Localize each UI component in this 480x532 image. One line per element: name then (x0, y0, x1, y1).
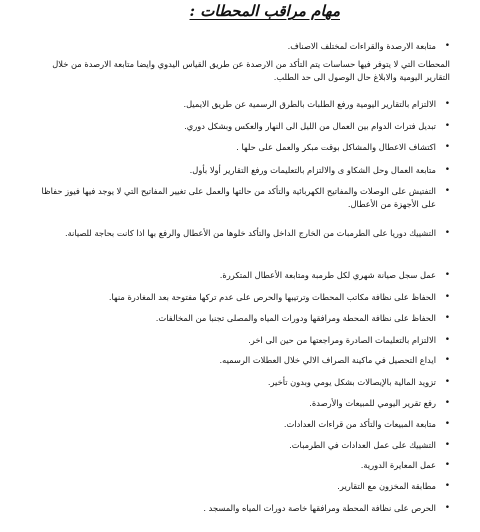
bullet-icon: • (444, 503, 450, 513)
list-item (26, 40, 450, 53)
list-item (26, 291, 450, 304)
list-item-text: رفع تقرير اليومي للمبيعات والأرصدة. (309, 398, 436, 408)
bullet-icon: • (444, 460, 450, 470)
list-item-text: تبديل فترات الدوام بين العمال من الليل الى النهار والعكس وبشكل دوري. (184, 121, 436, 131)
list-item-text: اكتشاف الاعطال والمشاكل بوقت مبكر والعمل على حلها . (236, 142, 436, 152)
bullet-icon: • (444, 355, 450, 365)
bullet-icon: • (444, 121, 450, 131)
list-item (26, 418, 450, 431)
list-item (26, 354, 450, 367)
list-item (26, 141, 450, 154)
bullet-icon: • (444, 481, 450, 491)
list-paragraph (26, 58, 450, 84)
list-item-text: الحفاظ على نظافة المحطة ومرافقها ودورات المياه والمصلى تجنبا من المخالفات. (155, 313, 436, 323)
list-item (26, 164, 450, 177)
list-item-text: مطابقة المخزون مع التقارير. (337, 481, 436, 491)
list-item-text: التشييك على عمل العدادات في الطرمبات. (289, 440, 436, 450)
list-item (26, 269, 450, 282)
bullet-icon: • (444, 270, 450, 280)
list-item-text: التفتيش على الوصلات والمفاتيح الكهربائية والتأكد من حالتها والعمل على تغيير المفاتيح التي لا يوجد فيها فيوز حفاظا على الأجهزة من الأعطال. (41, 186, 436, 209)
list-item-text: الحرص على نظافة المحطة ومرافقها خاصة دورات المياه والمسجد . (203, 503, 436, 513)
list-item (26, 439, 450, 452)
list-item-text: الالتزام بالتعليمات الصادرة ومراجعتها من حين الى اخر. (248, 335, 436, 345)
list-item-text: متابعة الارصدة والقراءات لمختلف الاصناف. (287, 41, 436, 51)
bullet-icon: • (444, 313, 450, 323)
list-item (26, 185, 450, 211)
list-item-text: التشييك دوريا على الطرمبات من الخارج الداخل والتأكد خلوها من الأعطال والرفع بها اذا كانت بحاجة للصيانة. (64, 228, 436, 238)
list-item-text: عمل سجل صيانة شهري لكل طرمبة ومتابعة الأعطال المتكررة. (219, 270, 436, 280)
bullet-icon: • (444, 292, 450, 302)
list-item (26, 376, 450, 389)
bullet-icon: • (444, 41, 450, 51)
bullet-icon: • (444, 228, 450, 238)
list-item-text: الالتزام بالتقارير اليومية ورفع الطلبات بالطرق الرسمية عن طريق الايميل. (183, 99, 436, 109)
list-item-text: عمل المعايرة الدورية. (360, 460, 436, 470)
list-item-text: المحطات التي لا يتوفر فيها حساسات يتم التأكد من الارصدة عن طريق القياس اليدوي وايضا متابعة الارصدة من خلال التقارير اليومية والابلاغ حال الوصول الى حد الطلب. (52, 59, 450, 82)
bullet-icon: • (444, 142, 450, 152)
bullet-icon: • (444, 398, 450, 408)
bullet-icon: • (444, 377, 450, 387)
bullet-icon: • (444, 335, 450, 345)
list-item (26, 334, 450, 347)
list-item (26, 397, 450, 410)
page-title: مهام مراقب المحطات : (189, 2, 340, 20)
list-item-text: الحفاظ على نظافة مكاتب المحطات وترتيبها والحرص على عدم تركها مفتوحة بعد المغادرة منها. (108, 292, 436, 302)
bullet-icon: • (444, 440, 450, 450)
bullet-icon: • (444, 99, 450, 109)
bullet-icon: • (444, 186, 450, 196)
bullet-icon: • (444, 165, 450, 175)
list-item-text: متابعة المبيعات والتأكد من قراءات العدادات. (283, 419, 436, 429)
list-item (26, 459, 450, 472)
list-item (26, 480, 450, 493)
list-item-text: متابعة العمال وحل الشكاو ى والالتزام بالتعليمات ورفع التقارير أولا بأول. (189, 165, 436, 175)
list-item (26, 120, 450, 133)
list-item (26, 227, 450, 240)
list-item (26, 98, 450, 111)
list-item-text: ايداع التحصيل في ماكينة الصراف الالي خلال العطلات الرسميه. (219, 355, 436, 365)
list-item-text: تزويد المالية بالإيصالات بشكل يومي وبدون تأخير. (267, 377, 436, 387)
list-item (26, 502, 450, 515)
list-item (26, 312, 450, 325)
bullet-icon: • (444, 419, 450, 429)
